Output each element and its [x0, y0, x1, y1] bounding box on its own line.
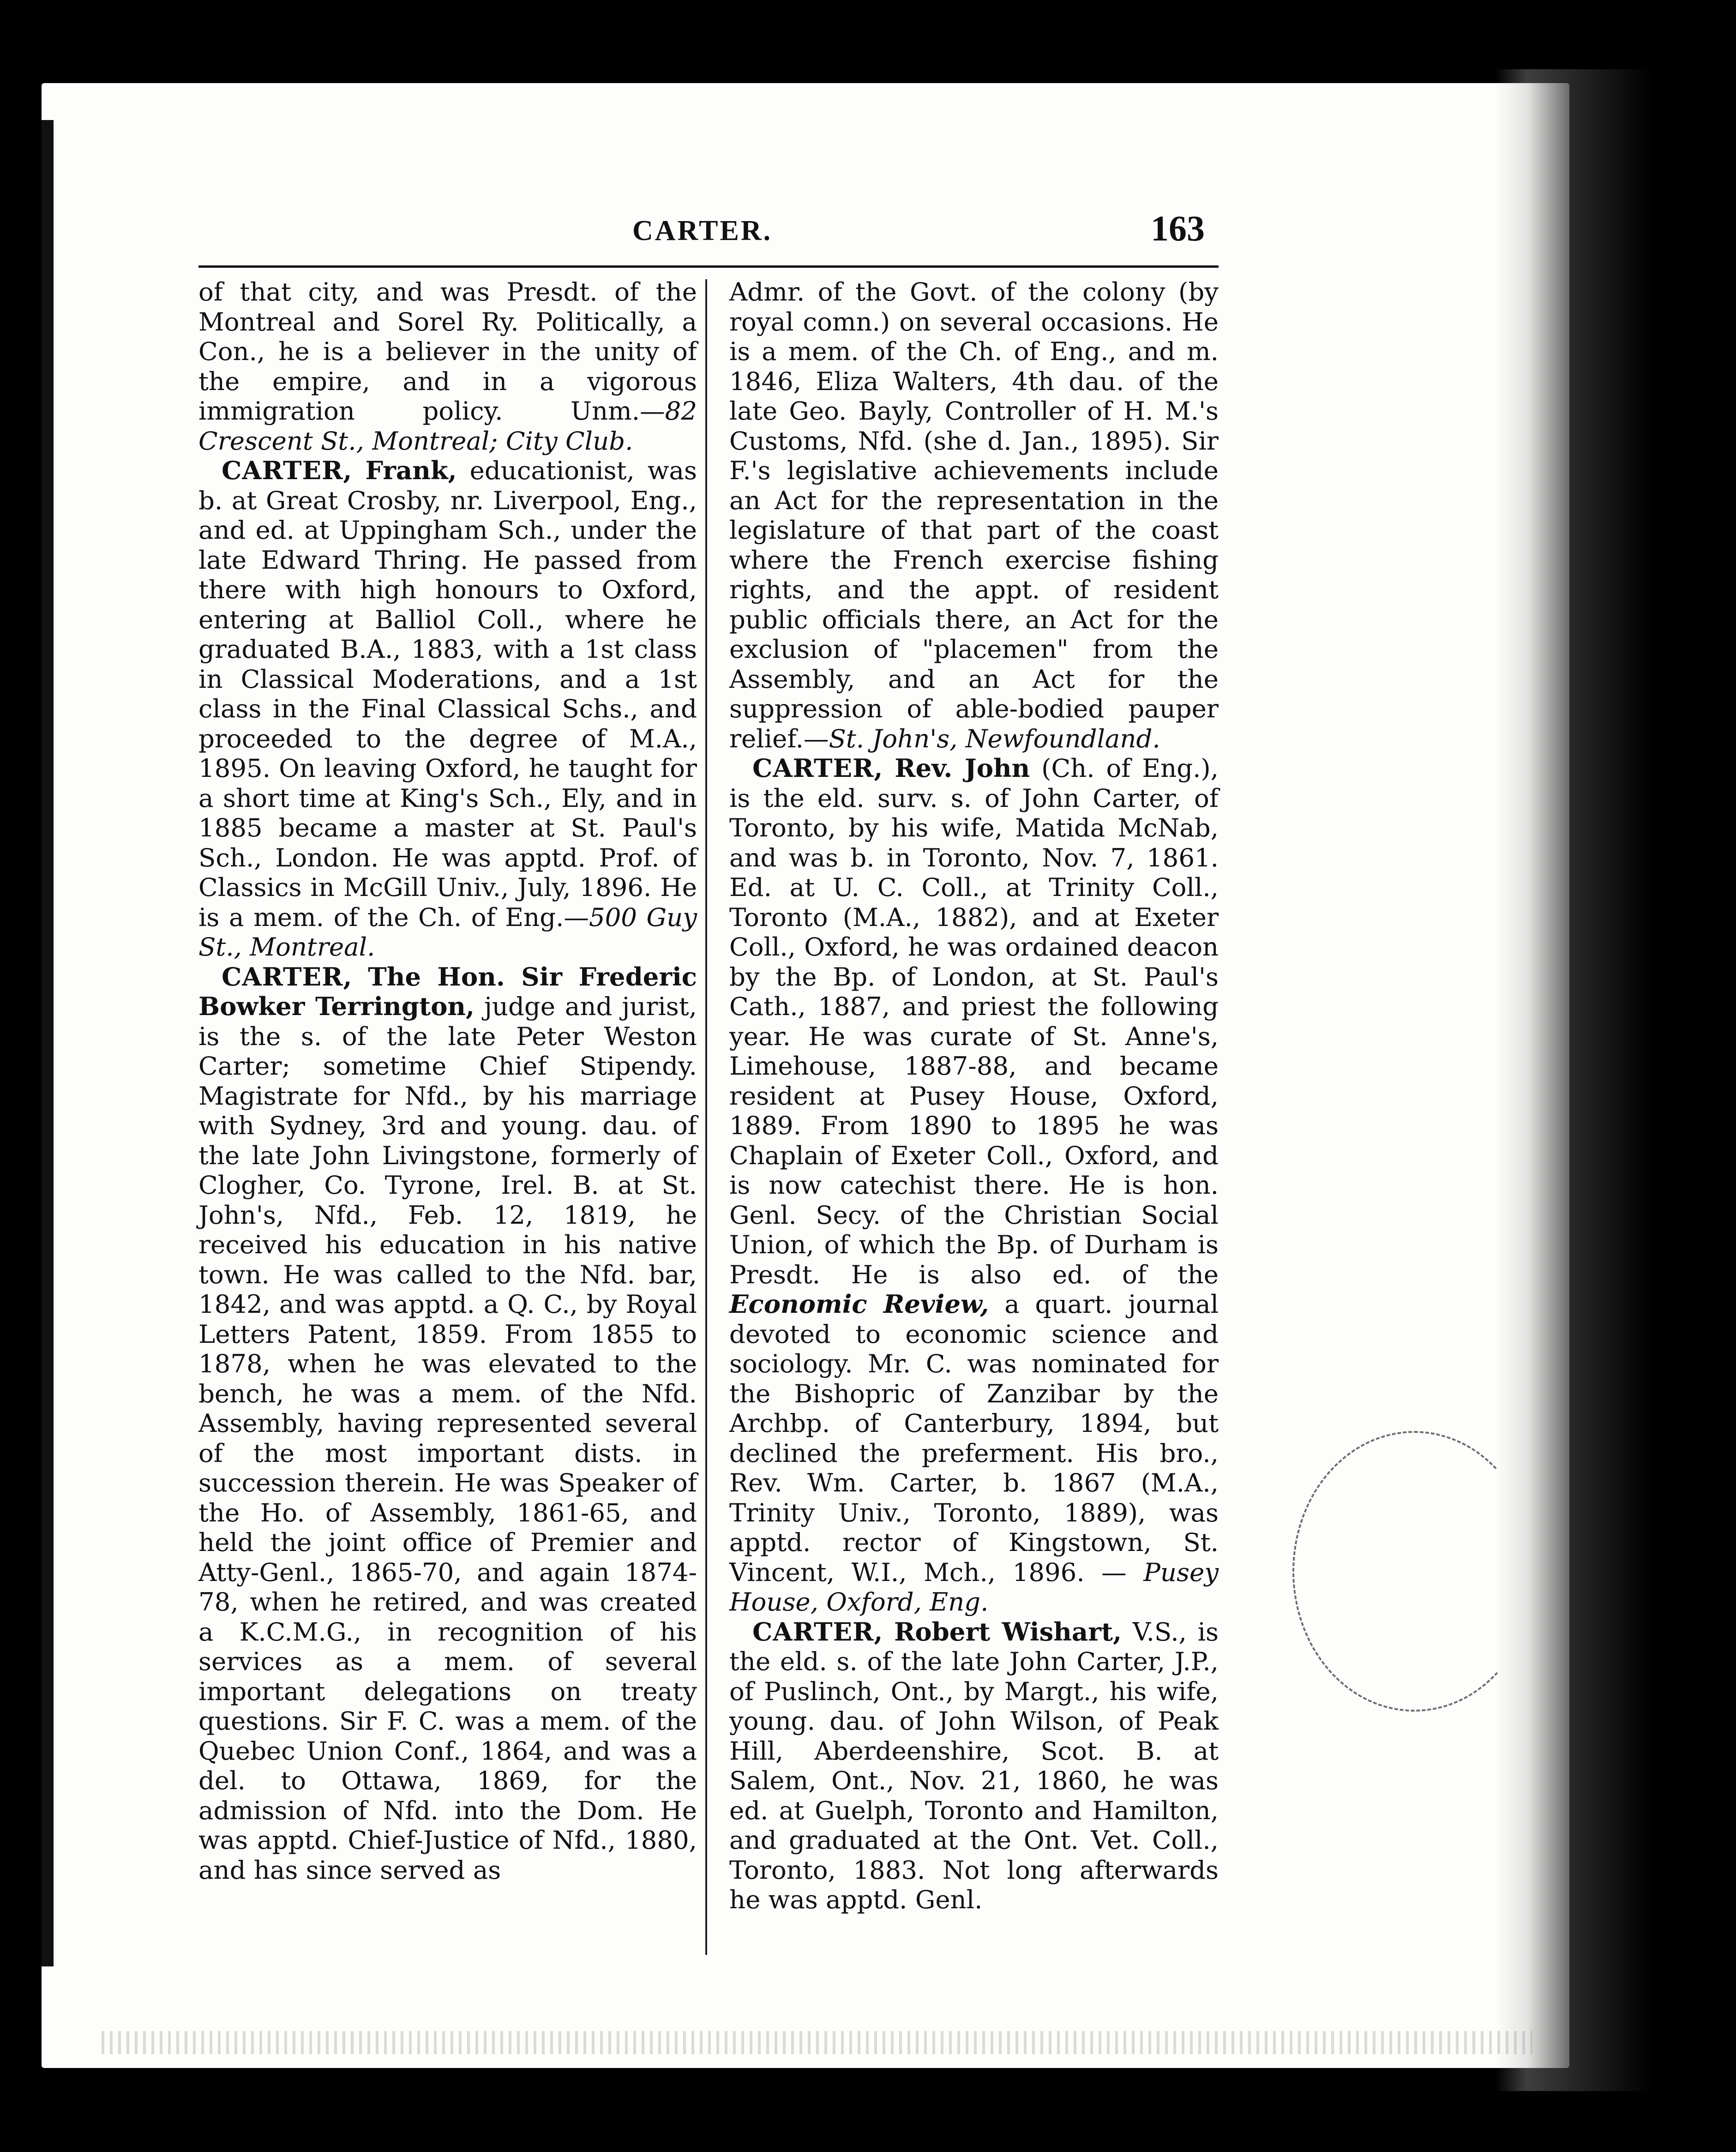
- entry-carter-robert: [729, 1617, 1219, 1915]
- scan-bottom-noise: [102, 2031, 1532, 2054]
- continuation-text: of that city, and was Presdt. of the Montreal and Sorel Ry. Politically, a Con., he is a believer in the unity of the empire, and in a vigorous immigration policy. Unm.—: [198, 277, 697, 426]
- entry-body: (Ch. of Eng.), is the eld. surv. s. of John Carter, of Toronto, by his wife, Matida McNab, and was b. in Toronto, Nov. 7, 1861. Ed. at U. C. Coll., at Trinity Coll., Toronto (M.A., 1882), and at Exeter Coll., Oxford, he was ordained deacon by the Bp. of London, at St. Paul's Cath., 1887, and priest the following year. He was curate of St. Anne's, Limehouse, 1887-88, and became resident at Pusey House, Oxford, 1889. From 1890 to 1895 he was Chaplain of Exeter Coll., Oxford, and is now catechist there. He is hon. Genl. Secy. of the Christian Social Union, of which the Bp. of Durham is Presdt. He is also ed. of the: [729, 753, 1219, 1289]
- entry-headword: CARTER,: [222, 456, 353, 485]
- entry-continuation: [729, 277, 1219, 753]
- page-left-edge: [42, 120, 54, 1966]
- entry-body: V.S., is the eld. s. of the late John Carter, J.P., of Puslinch, Ont., by Margt., his wife, young. dau. of John Wilson, of Peak Hill, Aberdeenshire, Scot. B. at Salem, Ont., Nov. 21, 1860, he was ed. at Guelph, Toronto and Hamilton, and graduated at the Ont. Vet. Coll., Toronto, 1883. Not long afterwards he was apptd. Genl.: [729, 1617, 1219, 1914]
- entry-address: Pusey House, Oxford, Eng.: [729, 1557, 1219, 1617]
- page-number: 163: [1151, 208, 1205, 248]
- entry-name: Robert Wishart,: [894, 1617, 1122, 1647]
- entry-address: 500 Guy St., Montreal.: [198, 902, 697, 962]
- margin-pencil-mark: [1292, 1431, 1536, 1712]
- entry-carter-frederic: [198, 962, 697, 1885]
- right-column: [729, 277, 1219, 1915]
- page-header: [198, 210, 1219, 261]
- journal-title: Economic Review,: [729, 1289, 989, 1319]
- continuation-text: Admr. of the Govt. of the colony (by royal comn.) on several occasions. He is a mem. of the Ch. of Eng., and m. 1846, Eliza Walters, 4th dau. of the late Geo. Bayly, Controller of H. M.'s Customs, Nfd. (she d. Jan., 1895). Sir F.'s legislative achievements include an Act for the representation in the legislature of that part of the coast where the French exercise fishing rights, and the appt. of resident public officials there, an Act for the exclusion of "placemen" from the Assembly, and an Act for the suppression of able-bodied pauper relief.—: [729, 277, 1219, 753]
- entry-name: The Hon. Sir Frederic Bowker Terrington,: [198, 962, 697, 1021]
- entry-name: Rev. John: [895, 753, 1030, 783]
- continuation-address: St. John's, Newfoundland.: [829, 723, 1160, 753]
- entry-carter-frank: [198, 456, 697, 962]
- entry-name: Frank,: [365, 456, 457, 485]
- header-rule: [198, 265, 1219, 268]
- entry-body: educationist, was b. at Great Crosby, nr. Liverpool, Eng., and ed. at Uppingham Sch., under the late Edward Thring. He passed from there with high honours to Oxford, entering at Balliol Coll., where he graduated B.A., 1883, with a 1st class in Classical Moderations, and a 1st class in the Final Classical Schs., and proceeded to the degree of M.A., 1895. On leaving Oxford, he taught for a short time at King's Sch., Ely, and in 1885 became a master at St. Paul's Sch., London. He was apptd. Prof. of Classics in McGill Univ., July, 1896. He is a mem. of the Ch. of Eng.—: [198, 456, 697, 932]
- running-head: CARTER.: [632, 215, 773, 246]
- entry-headword: CARTER,: [222, 962, 353, 992]
- entry-body: judge and jurist, is the s. of the late Peter Weston Carter; sometime Chief Stipendy. Magistrate for Nfd., by his marriage with Sydney, 3rd and young. dau. of the late John Livingstone, formerly of Clogher, Co. Tyrone, Irel. B. at St. John's, Nfd., Feb. 12, 1819, he received his education in his native town. He was called to the Nfd. bar, 1842, and was apptd. a Q. C., by Royal Letters Patent, 1859. From 1855 to 1878, when he was elevated to the bench, he was a mem. of the Nfd. Assembly, having represented several of the most important dists. in succession therein. He was Speaker of the Ho. of Assembly, 1861-65, and held the joint office of Premier and Atty-Genl., 1865-70, and again 1874-78, when he retired, and was created a K.C.M.G., in recognition of his services as a mem. of several important delegations on treaty questions. Sir F. C. was a mem. of the Quebec Union Conf., 1864, and was a del. to Ottawa, 1869, for the admission of Nfd. into the Dom. He was apptd. Chief-Justice of Nfd., 1880, and has since served as: [198, 992, 697, 1885]
- entry-headword: CARTER,: [752, 1617, 883, 1647]
- continuation-address: 82 Crescent St., Montreal; City Club.: [198, 396, 697, 456]
- left-column: [198, 277, 697, 1885]
- entry-body-cont: a quart. journal devoted to economic science and sociology. Mr. C. was nominated for the Bishopric of Zanzibar by the Archbp. of Canterbury, 1894, but declined the preferment. His bro., Rev. Wm. Carter, b. 1867 (M.A., Trinity Univ., Toronto, 1889), was apptd. rector of Kingstown, St. Vincent, W.I., Mch., 1896. —: [729, 1289, 1219, 1587]
- entry-headword: CARTER,: [752, 753, 883, 783]
- entry-continuation: [198, 277, 697, 456]
- column-divider: [705, 279, 707, 1955]
- entry-carter-john: [729, 753, 1219, 1617]
